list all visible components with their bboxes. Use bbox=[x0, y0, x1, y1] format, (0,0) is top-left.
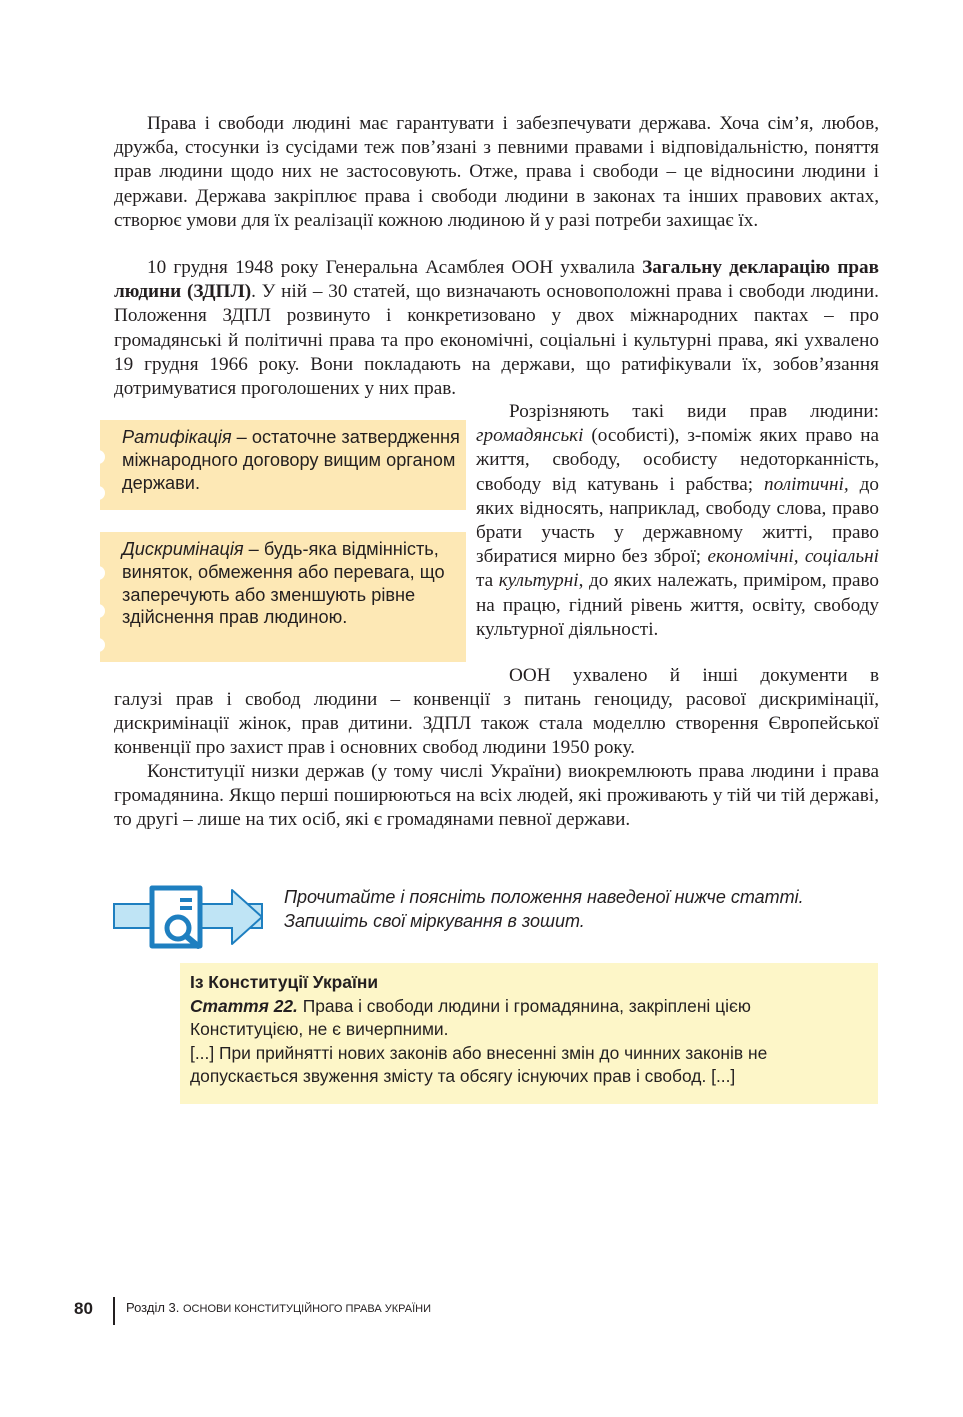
paragraph-udhr bbox=[114, 256, 879, 401]
section-label bbox=[126, 1300, 431, 1315]
constitution-quote bbox=[180, 963, 878, 1104]
p2-start: 10 грудня 1948 року Генеральна Асамблея ООН ухвалила bbox=[147, 257, 643, 278]
paragraph-kinds-of-rights bbox=[476, 400, 879, 642]
task-line-1: Прочитайте і поясніть положення наведеної нижче статті. bbox=[284, 887, 804, 907]
definition-discrimination bbox=[100, 532, 466, 662]
article-label: Стаття 22. bbox=[190, 995, 298, 1016]
paragraph-rights-state: Права і свободи людині має гарантувати і забезпечувати держава. Хоча сім’я, любов, дружба, стосунки із сусідами теж пов’язані з певними правами і відповідальністю, поняття прав людини щодо них не застосовують. Отже, права і свободи – це відносини людини і держави. Держава закріплює права і свободи людини в законах та інших правових актах, створює умови для їх реалізації кожною людиною й у разі потреби захищає їх. bbox=[114, 113, 879, 231]
article-text: Права і свободи людини і громадянина, закріплені цією Конституцією, не є вичерпними. bbox=[190, 995, 751, 1040]
quote-title: Із Конституції України bbox=[190, 972, 379, 992]
footer-divider bbox=[113, 1297, 115, 1325]
definition-text: – остаточне затвердження міжнародного договору вищим органом держави. bbox=[122, 427, 460, 493]
p3-term-civil: громадянські bbox=[476, 425, 584, 447]
p3-text: до яких відносять, наприклад, свободу слова, право брати участь у державному житті, право збиратися мирно без зброї; bbox=[476, 473, 879, 568]
page-number: 80 bbox=[74, 1299, 93, 1318]
p3-term-political: політичні, bbox=[764, 473, 849, 495]
definition-term: Дискримінація bbox=[122, 539, 244, 559]
p3-text: (особисті), з-поміж яких право на життя, свободу, особисту недоторканність, свободу від катувань і рабства; bbox=[476, 425, 879, 495]
p3-text: Розрізняють такі види прав людини: bbox=[509, 401, 879, 422]
task-instruction bbox=[284, 886, 884, 933]
p3-term-economic-social: економічні, соціальні bbox=[707, 546, 879, 568]
task-line-2: Запишіть свої міркування в зошит. bbox=[284, 910, 585, 931]
section-number: Розділ 3. bbox=[126, 1300, 180, 1315]
definition-ratification bbox=[100, 420, 466, 510]
document-search-icon bbox=[112, 884, 264, 950]
paragraph-un-documents: галузі прав і свобод людини – конвенції з питань геноциду, расової дискримінації, дискримінації жінок, прав дитини. ЗДПЛ також стала моделлю створення Європейської конвенції про захист прав і основних свобод людини 1950 року. bbox=[114, 689, 879, 759]
quote-article-continuation: [...] При прийнятті нових законів або внесенні змін до чинних законів не допускається звуження змісту та обсягу існуючих прав і свобод. [...] bbox=[190, 1042, 768, 1087]
p3-text: , до яких належать, приміром, право на працю, гідний рівень життя, освіту, свободу культурної діяльності. bbox=[476, 570, 879, 640]
definition-term: Ратифікація bbox=[122, 427, 232, 447]
section-title: ОСНОВИ КОНСТИТУЦІЙНОГО ПРАВА УКРАЇНИ bbox=[183, 1303, 431, 1315]
quote-article-22 bbox=[190, 995, 868, 1042]
paragraph-un-documents-first-line: ООН ухвалено й інші документи в bbox=[509, 665, 879, 686]
p3-text: та bbox=[476, 570, 499, 592]
p2-rest: . У ній – 30 статей, що визначають основоположні права і свободи людини. Положення ЗДПЛ розвинуто і конкретизовано у двох міжнародних пактах – про громадянські й політичні права та про економічні, соціальні і культурні права, які ухвалено 19 грудня 1966 року. Вони покладають на держави, що ратифікували їх, зобов’язання дотримуватися проголошених у них прав. bbox=[114, 281, 879, 400]
paragraph-constitutions: Конституції низки держав (у тому числі України) виокремлюють права людини і права громадянина. Якщо перші поширюються на всіх людей, які проживають у тій чи тій державі, то другі – лише на тих осіб, які є громадянами певної держави. bbox=[114, 761, 879, 831]
definition-text: – будь-яка відмінність, виняток, обмеження або перевага, що заперечують або зменшують рівне здійснення прав людиною. bbox=[122, 539, 445, 628]
p3-term-cultural: культурні bbox=[498, 570, 579, 592]
udhr-term: Загальну декларацію прав людини (ЗДПЛ) bbox=[114, 257, 879, 303]
